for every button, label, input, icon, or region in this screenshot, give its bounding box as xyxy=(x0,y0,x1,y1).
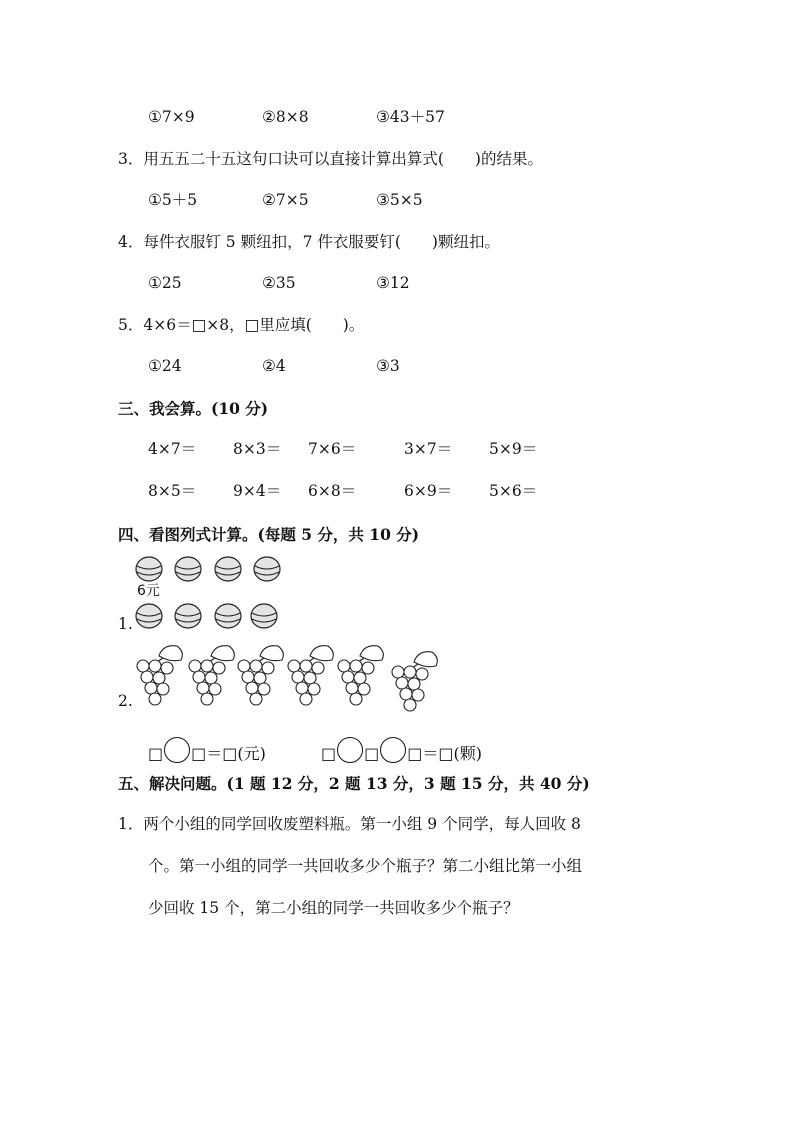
grape-icon xyxy=(185,642,239,706)
unit-label: (颗) xyxy=(453,744,483,763)
question-3-text: 3．用五五二十五这句口诀可以直接计算出算式( )的结果。 xyxy=(118,150,543,168)
equals-sign: ＝ xyxy=(422,744,439,763)
section-3-title: 三、我会算。(10 分) xyxy=(118,399,269,418)
calc-item: 8×5＝ xyxy=(148,482,197,500)
calc-item: 5×6＝ xyxy=(489,482,538,500)
q4-option-1: ①25 xyxy=(148,274,182,292)
grape-icon xyxy=(284,642,338,706)
answer-box[interactable]: □ xyxy=(321,744,337,763)
answer-box[interactable]: □ xyxy=(191,744,207,763)
q5-option-1: ①24 xyxy=(148,357,182,375)
section-4-title: 四、看图列式计算。(每题 5 分，共 10 分) xyxy=(118,525,420,544)
answer-box[interactable]: □ xyxy=(407,744,423,763)
q3-option-1: ①5＋5 xyxy=(148,191,198,209)
question-4-text: 4．每件衣服钉 5 颗纽扣，7 件衣服要钉( )颗纽扣。 xyxy=(118,233,500,251)
figure-2-label: 2. xyxy=(118,692,133,710)
q4-option-3: ③12 xyxy=(376,274,410,292)
formula-1 xyxy=(148,737,266,763)
grape-icon xyxy=(334,642,388,706)
section-5-title: 五、解决问题。(1 题 12 分，2 题 13 分，3 题 15 分，共 40 分) xyxy=(118,774,590,793)
calc-item: 8×3＝ xyxy=(233,440,282,458)
unit-label: (元) xyxy=(237,744,266,763)
calc-item: 6×8＝ xyxy=(308,482,357,500)
tennis-ball-icon xyxy=(135,603,163,629)
problem-1-line-2: 个。第一小组的同学一共回收多少个瓶子？第二小组比第一小组 xyxy=(148,857,583,875)
calc-item: 5×9＝ xyxy=(489,440,538,458)
tennis-ball-icon xyxy=(174,556,202,582)
q3-option-2: ②7×5 xyxy=(262,191,309,209)
q4-option-2: ②35 xyxy=(262,274,296,292)
operator-circle[interactable] xyxy=(380,737,406,763)
answer-box[interactable]: □ xyxy=(364,744,380,763)
price-label: 6元 xyxy=(137,583,160,599)
q3-option-3: ③5×5 xyxy=(376,191,423,209)
grape-icon xyxy=(133,642,187,706)
figure-1-label: 1. xyxy=(118,615,133,633)
q2-option-1: ①7×9 xyxy=(148,108,195,126)
calc-item: 7×6＝ xyxy=(308,440,357,458)
q2-option-3: ③43＋57 xyxy=(376,108,445,126)
answer-box[interactable]: □ xyxy=(438,744,454,763)
calc-item: 6×9＝ xyxy=(404,482,453,500)
problem-1-line-3: 少回收 15 个，第二小组的同学一共回收多少个瓶子？ xyxy=(148,899,519,917)
operator-circle[interactable] xyxy=(164,737,190,763)
question-5-text: 5．4×6＝□×8，□里应填( )。 xyxy=(118,316,365,334)
tennis-ball-icon xyxy=(250,603,278,629)
answer-box[interactable]: □ xyxy=(148,744,164,763)
calc-item: 3×7＝ xyxy=(404,440,453,458)
grape-icon xyxy=(234,642,288,706)
grape-icon xyxy=(388,648,442,712)
tennis-ball-icon xyxy=(214,556,242,582)
tennis-ball-icon xyxy=(174,603,202,629)
tennis-ball-icon xyxy=(253,556,281,582)
q5-option-2: ②4 xyxy=(262,357,286,375)
tennis-ball-icon xyxy=(135,556,163,582)
tennis-ball-icon xyxy=(214,603,242,629)
equals-sign: ＝ xyxy=(206,744,223,763)
problem-1-line-1: 1．两个小组的同学回收废塑料瓶。第一小组 9 个同学，每人回收 8 xyxy=(118,815,581,833)
formula-2 xyxy=(321,737,482,763)
calc-item: 4×7＝ xyxy=(148,440,197,458)
q5-option-3: ③3 xyxy=(376,357,400,375)
q2-option-2: ②8×8 xyxy=(262,108,309,126)
operator-circle[interactable] xyxy=(337,737,363,763)
calc-item: 9×4＝ xyxy=(233,482,282,500)
answer-box[interactable]: □ xyxy=(222,744,238,763)
